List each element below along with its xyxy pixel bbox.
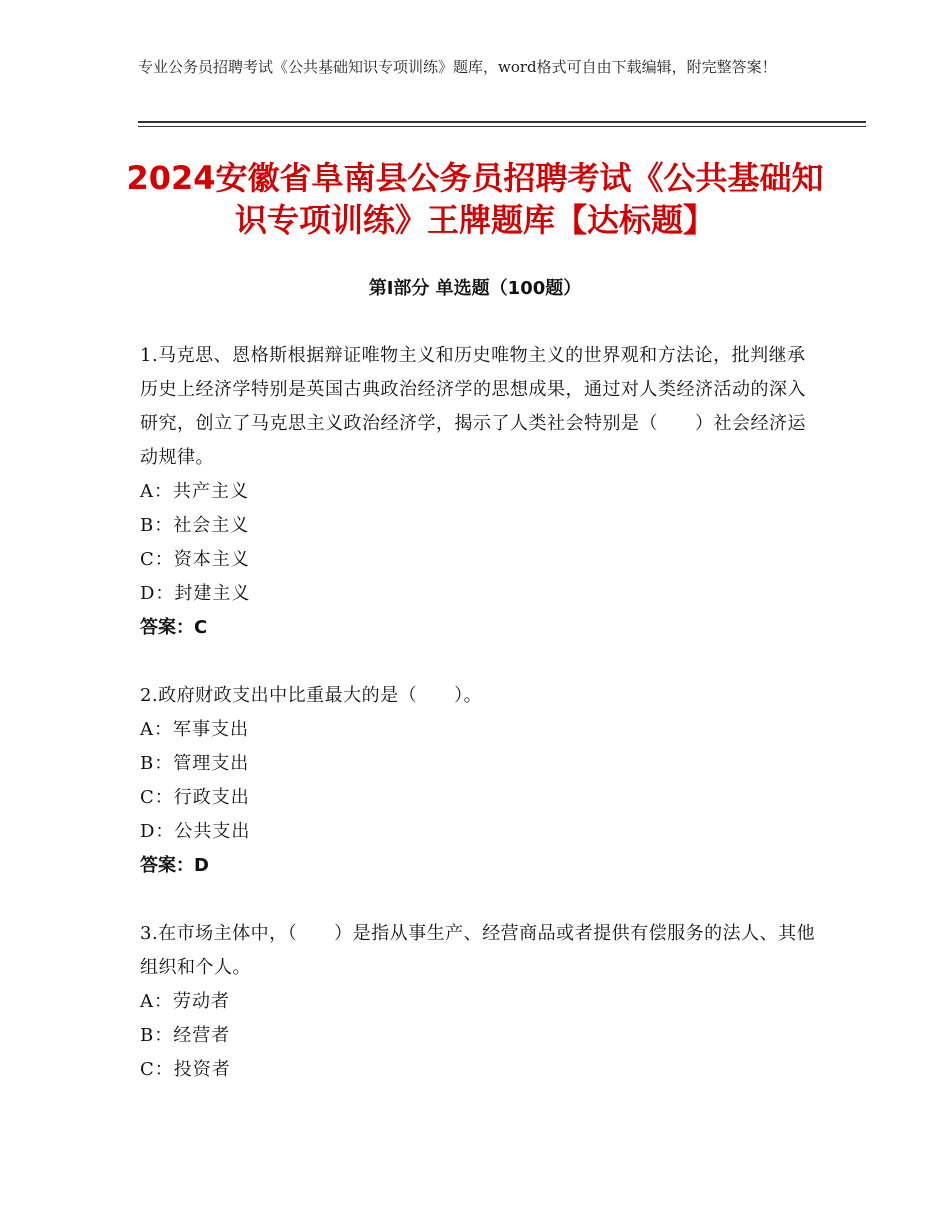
option-b: B：经营者 xyxy=(140,1025,231,1046)
document-title: 2024安徽省阜南县公务员招聘考试《公共基础知识专项训练》王牌题库【达标题】 xyxy=(126,159,824,239)
option-a: A：劳动者 xyxy=(140,991,230,1012)
option-c: C：投资者 xyxy=(140,1059,231,1080)
option-a: A：共产主义 xyxy=(140,481,249,502)
question-2 xyxy=(140,679,820,883)
question-stem: 2.政府财政支出中比重最大的是（ ）。 xyxy=(140,685,483,706)
answer-label: 答案：C xyxy=(140,617,208,638)
option-a: A：军事支出 xyxy=(140,719,249,740)
question-3 xyxy=(140,917,820,1087)
header-note: 专业公务员招聘考试《公共基础知识专项训练》题库，word格式可自由下载编辑，附完整答案！ xyxy=(138,58,777,76)
answer-label: 答案：D xyxy=(140,855,209,876)
header-rule-thick xyxy=(138,121,866,123)
option-b: B：管理支出 xyxy=(140,753,250,774)
option-b: B：社会主义 xyxy=(140,515,250,536)
question-stem: 3.在市场主体中，（ ）是指从事生产、经营商品或者提供有偿服务的法人、其他组织和个人。 xyxy=(140,923,816,978)
header-rule-thin xyxy=(138,126,866,127)
option-c: C：资本主义 xyxy=(140,549,250,570)
option-d: D：公共支出 xyxy=(140,821,251,842)
option-d: D：封建主义 xyxy=(140,583,251,604)
question-1 xyxy=(140,339,820,645)
question-stem: 1.马克思、恩格斯根据辩证唯物主义和历史唯物主义的世界观和方法论，批判继承历史上经济学特别是英国古典政治经济学的思想成果，通过对人类经济活动的深入研究，创立了马克思主义政治经济学，揭示了人类社会特别是（ ）社会经济运动规律。 xyxy=(140,345,806,468)
question-list xyxy=(140,339,820,1121)
option-c: C：行政支出 xyxy=(140,787,250,808)
section-title: 第Ⅰ部分 单选题（100题） xyxy=(368,278,582,299)
